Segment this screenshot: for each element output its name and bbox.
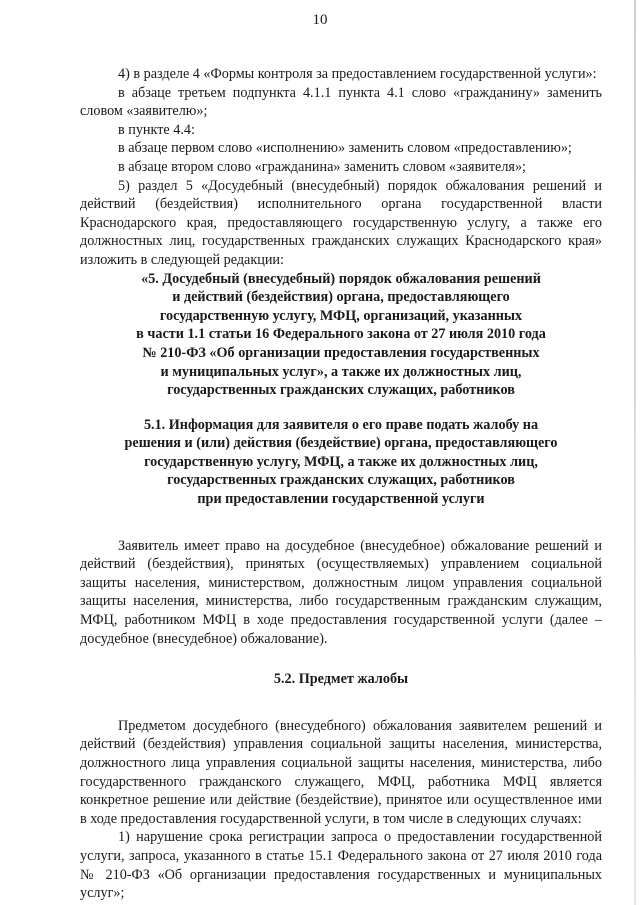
section-5-2-item-1: 1) нарушение срока регистрации запроса о предоставлении государственной услуги, запроса, указанного в статье 15.1 Федерального закона от 27 июля 2010 года № 210-ФЗ «Об организации предоставления государственных и муниципальных услуг»; xyxy=(80,829,602,902)
scan-edge xyxy=(634,0,636,905)
section-5-1-heading xyxy=(80,416,602,509)
heading-line: государственных гражданских служащих, работников xyxy=(167,472,515,489)
heading-line: при предоставлении государственной услуги xyxy=(197,491,485,508)
paragraph-section4-intro: 4) в разделе 4 «Формы контроля за предоставлением государственной услуги»: xyxy=(118,66,597,82)
heading-line: в части 1.1 статьи 16 Федерального закона от 27 июля 2010 года xyxy=(136,326,546,343)
paragraph-first-abzac: в абзаце первом слово «исполнению» заменить словом «предоставлению»; xyxy=(118,140,572,157)
paragraph-section5-intro: 5) раздел 5 «Досудебный (внесудебный) порядок обжалования решений и действий (бездействия) исполнительного органа государственной власти Краснодарского края, предоставляющего государственную услугу, а также его должностных лиц, государственных гражданских служащих Краснодарского края» изложить в следующей редакции: xyxy=(80,177,602,268)
heading-line: и действий (бездействия) органа, предоставляющего xyxy=(172,289,510,306)
section-5-1-text: Заявитель имеет право на досудебное (внесудебное) обжалование решений и действий (бездействия), принятых (осуществляемых) управлением социальной защиты населения, министерством, должностным лицом управления социальной защиты населения, министерства, либо государственным гражданским служащим, МФЦ, работником МФЦ в ходе предоставления государственной услуги (далее – досудебное (внесудебное) обжалование). xyxy=(80,537,602,647)
section-5-heading xyxy=(80,270,602,400)
heading-line: «5. Досудебный (внесудебный) порядок обжалования решений xyxy=(141,270,541,287)
document-body xyxy=(80,65,602,903)
heading-line: государственную услугу, МФЦ, организаций, указанных xyxy=(159,307,523,324)
section-5-2-heading: 5.2. Предмет жалобы xyxy=(273,671,409,688)
paragraph-subpoint-4-1-1: в абзаце третьем подпункта 4.1.1 пункта 4.1 слово «гражданину» заменить словом «заявителю»; xyxy=(80,84,602,120)
paragraph-point-4-4: в пункте 4.4: xyxy=(118,121,195,138)
heading-line: государственных гражданских служащих, работников xyxy=(167,382,515,399)
heading-line: решения и (или) действия (бездействие) органа, предоставляющего xyxy=(124,435,558,452)
heading-line: 5.1. Информация для заявителя о его праве подать жалобу на xyxy=(143,416,539,433)
heading-line: государственную услугу, МФЦ, а также их должностных лиц, xyxy=(144,453,538,470)
heading-line: № 210-ФЗ «Об организации предоставления государственных xyxy=(142,344,540,361)
page-number: 10 xyxy=(312,12,328,28)
section-5-2-text: Предметом досудебного (внесудебного) обжалования заявителем решений и действий (бездействия) управления социальной защиты населения, министерства, должностного лица управления социальной защиты населения, министерства, либо государственного гражданского служащего, МФЦ, работника МФЦ является конкретное решение или действие (бездействие), принятое или осуществленное ими в ходе предоставления государственной услуги, в том числе в следующих случаях: xyxy=(80,717,602,827)
heading-line: и муниципальных услуг», а также их должностных лиц, xyxy=(160,363,522,380)
paragraph-second-abzac: в абзаце втором слово «гражданина» заменить словом «заявителя»; xyxy=(118,158,526,175)
